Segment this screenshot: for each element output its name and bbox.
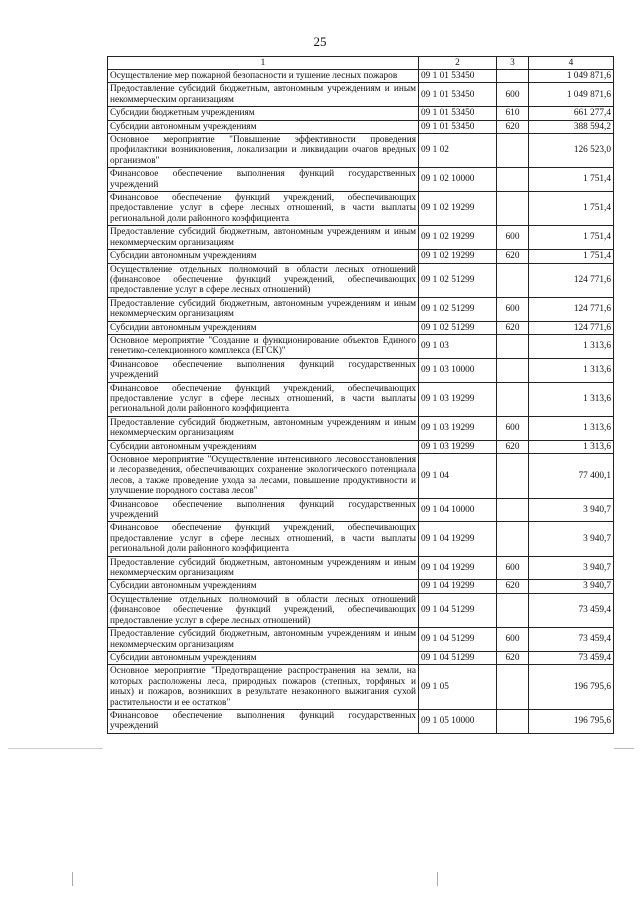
row-type: 620 — [497, 651, 529, 664]
column-header: 1 — [108, 57, 419, 70]
row-amount: 126 523,0 — [529, 134, 614, 168]
row-amount: 73 459,4 — [529, 593, 614, 627]
table-header-row — [108, 57, 614, 70]
row-name: Финансовое обеспечение выполнения функций государственных учреждений — [108, 709, 419, 733]
row-code: 09 1 02 — [419, 134, 497, 168]
table-row — [108, 263, 614, 297]
column-header: 3 — [497, 57, 529, 70]
table-row — [108, 440, 614, 453]
row-amount: 73 459,4 — [529, 651, 614, 664]
row-code: 09 1 02 51299 — [419, 321, 497, 334]
row-type — [497, 665, 529, 710]
table-row — [108, 107, 614, 120]
row-amount: 388 594,2 — [529, 120, 614, 133]
row-name: Субсидии автономным учреждениям — [108, 651, 419, 664]
row-code: 09 1 04 51299 — [419, 593, 497, 627]
table-row — [108, 321, 614, 334]
row-name: Предоставление субсидий бюджетным, автономным учреждениям и иным некоммерческим организациям — [108, 226, 419, 250]
row-code: 09 1 01 53450 — [419, 120, 497, 133]
table-row — [108, 628, 614, 652]
row-name: Финансовое обеспечение выполнения функций государственных учреждений — [108, 498, 419, 522]
row-code: 09 1 04 19299 — [419, 522, 497, 556]
row-type: 620 — [497, 321, 529, 334]
scan-artifact — [614, 748, 634, 749]
row-type — [497, 192, 529, 226]
row-amount: 3 940,7 — [529, 580, 614, 593]
row-type: 600 — [497, 556, 529, 580]
table-row — [108, 192, 614, 226]
row-type — [497, 358, 529, 382]
row-code: 09 1 01 53450 — [419, 70, 497, 83]
row-code: 09 1 02 51299 — [419, 263, 497, 297]
row-amount: 196 795,6 — [529, 665, 614, 710]
row-type — [497, 709, 529, 733]
row-type: 620 — [497, 580, 529, 593]
row-amount: 1 751,4 — [529, 168, 614, 192]
row-amount: 1 313,6 — [529, 416, 614, 440]
row-amount: 1 313,6 — [529, 334, 614, 358]
row-name: Финансовое обеспечение функций учреждений, обеспечивающих предоставление услуг в сфере лесных отношений, в части выплаты региональной доли районного коэффициента — [108, 382, 419, 416]
row-name: Финансовое обеспечение функций учреждений, обеспечивающих предоставление услуг в сфере лесных отношений, в части выплаты региональной доли районного коэффициента — [108, 522, 419, 556]
row-type: 620 — [497, 250, 529, 263]
scan-artifact — [72, 872, 73, 886]
row-amount: 3 940,7 — [529, 522, 614, 556]
row-name: Основное мероприятие "Предотвращение распространения на земли, на которых расположены леса, природных пожаров (степных, торфяных и иных) и пожаров, возникших в результате незаконного выжигания сухой растительности и ее остатков" — [108, 665, 419, 710]
row-name: Предоставление субсидий бюджетным, автономным учреждениям и иным некоммерческим организациям — [108, 556, 419, 580]
row-type: 600 — [497, 628, 529, 652]
row-amount: 1 049 871,6 — [529, 83, 614, 107]
row-amount: 196 795,6 — [529, 709, 614, 733]
row-type: 600 — [497, 297, 529, 321]
row-code: 09 1 03 — [419, 334, 497, 358]
budget-table — [107, 56, 614, 734]
row-name: Осуществление отдельных полномочий в области лесных отношений (финансовое обеспечение функций учреждений, обеспечивающих предоставление услуг в сфере лесных отношений) — [108, 263, 419, 297]
table-row — [108, 83, 614, 107]
row-amount: 1 313,6 — [529, 358, 614, 382]
row-code: 09 1 05 10000 — [419, 709, 497, 733]
row-code: 09 1 03 19299 — [419, 440, 497, 453]
row-type — [497, 168, 529, 192]
table-row — [108, 454, 614, 499]
table-row — [108, 250, 614, 263]
row-type: 600 — [497, 83, 529, 107]
table-row — [108, 297, 614, 321]
row-code: 09 1 02 19299 — [419, 226, 497, 250]
table-row — [108, 593, 614, 627]
table-row — [108, 498, 614, 522]
table-row — [108, 70, 614, 83]
row-amount: 73 459,4 — [529, 628, 614, 652]
row-code: 09 1 04 51299 — [419, 651, 497, 664]
row-code: 09 1 04 19299 — [419, 580, 497, 593]
table-row — [108, 580, 614, 593]
row-code: 09 1 02 19299 — [419, 250, 497, 263]
row-amount: 3 940,7 — [529, 556, 614, 580]
row-amount: 1 313,6 — [529, 382, 614, 416]
table-row — [108, 416, 614, 440]
row-type: 610 — [497, 107, 529, 120]
row-name: Предоставление субсидий бюджетным, автономным учреждениям и иным некоммерческим организациям — [108, 83, 419, 107]
row-code: 09 1 03 19299 — [419, 382, 497, 416]
row-amount: 1 751,4 — [529, 192, 614, 226]
row-name: Предоставление субсидий бюджетным, автономным учреждениям и иным некоммерческим организациям — [108, 297, 419, 321]
table-row — [108, 168, 614, 192]
row-name: Основное мероприятие "Осуществление интенсивного лесовосстановления и лесоразведения, обеспечивающих сохранение экологического потенциала лесов, а также проведение ухода за лесами, повышение продуктивности и улучшение породного состава лесов" — [108, 454, 419, 499]
row-amount: 1 049 871,6 — [529, 70, 614, 83]
row-name: Субсидии автономным учреждениям — [108, 120, 419, 133]
row-type — [497, 522, 529, 556]
row-name: Финансовое обеспечение выполнения функций государственных учреждений — [108, 358, 419, 382]
table-row — [108, 651, 614, 664]
column-header: 2 — [419, 57, 497, 70]
row-name: Основное мероприятие "Повышение эффективности проведения профилактики возникновения, локализации и ликвидации очагов вредных организмов" — [108, 134, 419, 168]
row-code: 09 1 03 10000 — [419, 358, 497, 382]
table-body — [108, 70, 614, 734]
row-name: Основное мероприятие "Создание и функционирование объектов Единого генетико-селекционного комплекса (ЕГСК)" — [108, 334, 419, 358]
row-type — [497, 263, 529, 297]
table-row — [108, 334, 614, 358]
row-type: 620 — [497, 440, 529, 453]
row-type — [497, 334, 529, 358]
row-code: 09 1 01 53450 — [419, 107, 497, 120]
row-name: Субсидии бюджетным учреждениям — [108, 107, 419, 120]
table-row — [108, 556, 614, 580]
row-amount: 77 400,1 — [529, 454, 614, 499]
row-type — [497, 134, 529, 168]
scan-artifact — [437, 872, 438, 886]
page-number: 25 — [313, 34, 327, 49]
row-name: Финансовое обеспечение выполнения функций государственных учреждений — [108, 168, 419, 192]
table-row — [108, 120, 614, 133]
table-row — [108, 665, 614, 710]
row-amount: 1 751,4 — [529, 226, 614, 250]
row-amount: 1 751,4 — [529, 250, 614, 263]
table-row — [108, 709, 614, 733]
row-amount: 1 313,6 — [529, 440, 614, 453]
table-row — [108, 134, 614, 168]
row-code: 09 1 04 51299 — [419, 628, 497, 652]
row-name: Финансовое обеспечение функций учреждений, обеспечивающих предоставление услуг в сфере лесных отношений, в части выплаты региональной доли районного коэффициента — [108, 192, 419, 226]
row-code: 09 1 03 19299 — [419, 416, 497, 440]
scan-artifact — [8, 748, 103, 749]
row-code: 09 1 02 51299 — [419, 297, 497, 321]
row-name: Субсидии автономным учреждениям — [108, 580, 419, 593]
row-type: 620 — [497, 120, 529, 133]
row-type — [497, 593, 529, 627]
column-header: 4 — [529, 57, 614, 70]
row-name: Осуществление отдельных полномочий в области лесных отношений (финансовое обеспечение функций учреждений, обеспечивающих предоставление услуг в сфере лесных отношений) — [108, 593, 419, 627]
table-row — [108, 226, 614, 250]
row-type — [497, 454, 529, 499]
row-type — [497, 70, 529, 83]
row-name: Предоставление субсидий бюджетным, автономным учреждениям и иным некоммерческим организациям — [108, 416, 419, 440]
row-type: 600 — [497, 416, 529, 440]
row-code: 09 1 02 19299 — [419, 192, 497, 226]
row-type: 600 — [497, 226, 529, 250]
row-code: 09 1 04 19299 — [419, 556, 497, 580]
row-code: 09 1 01 53450 — [419, 83, 497, 107]
row-amount: 124 771,6 — [529, 297, 614, 321]
row-name: Субсидии автономным учреждениям — [108, 440, 419, 453]
row-amount: 661 277,4 — [529, 107, 614, 120]
row-type — [497, 382, 529, 416]
row-amount: 3 940,7 — [529, 498, 614, 522]
row-type — [497, 498, 529, 522]
row-code: 09 1 05 — [419, 665, 497, 710]
row-name: Осуществление мер пожарной безопасности и тушение лесных пожаров — [108, 70, 419, 83]
row-amount: 124 771,6 — [529, 263, 614, 297]
table-row — [108, 382, 614, 416]
row-code: 09 1 04 10000 — [419, 498, 497, 522]
row-code: 09 1 04 — [419, 454, 497, 499]
row-name: Субсидии автономным учреждениям — [108, 250, 419, 263]
table-row — [108, 358, 614, 382]
table-row — [108, 522, 614, 556]
row-amount: 124 771,6 — [529, 321, 614, 334]
row-name: Предоставление субсидий бюджетным, автономным учреждениям и иным некоммерческим организациям — [108, 628, 419, 652]
row-code: 09 1 02 10000 — [419, 168, 497, 192]
row-name: Субсидии автономным учреждениям — [108, 321, 419, 334]
